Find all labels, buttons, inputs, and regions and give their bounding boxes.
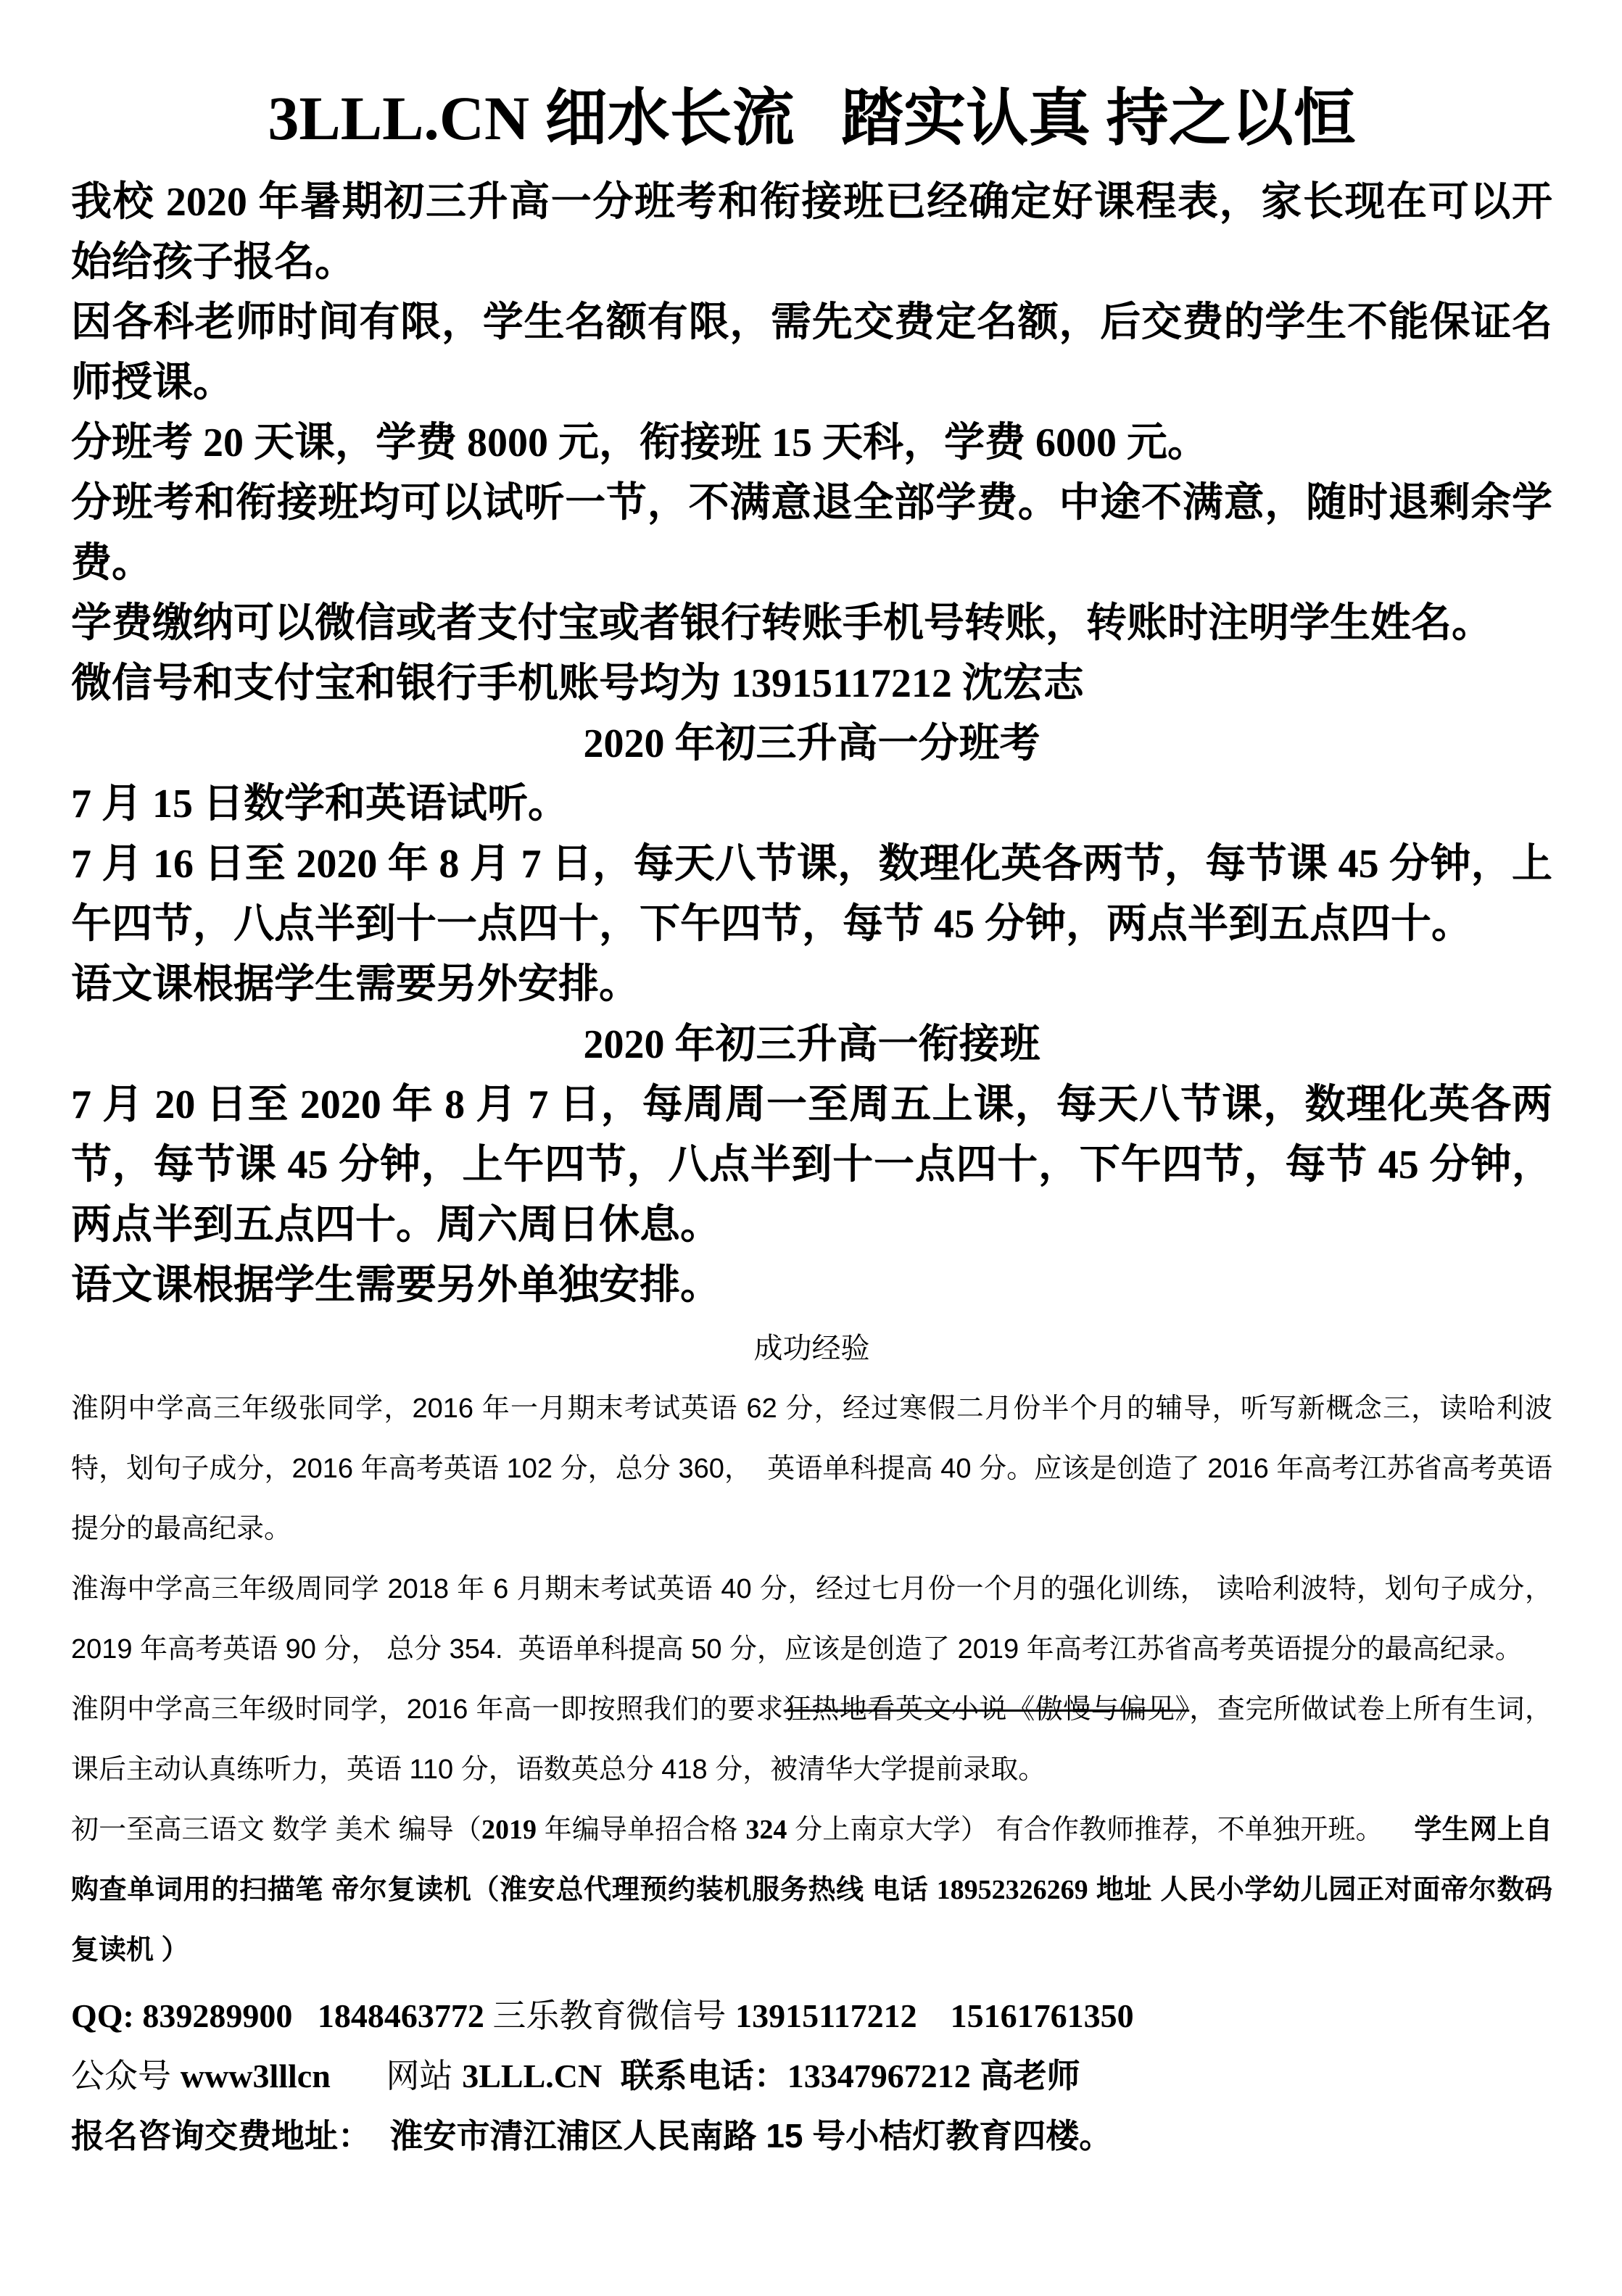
placement-paragraph-3-chinese: 语文课根据学生需要另外安排。 (71, 962, 640, 1007)
success-story-3-pre: 淮阴中学高三年级时同学，2016 年高一即按照我们的要求 (71, 1694, 784, 1725)
website-label: 网站 (330, 2057, 463, 2094)
intro-paragraph-6-account: 微信号和支付宝和银行手机账号均为 13915117212 沈宏志 (71, 661, 1084, 706)
website-url: 3LLL.CN (462, 2057, 603, 2094)
courses-mid-text: 年编导单招合格 (537, 1815, 746, 1845)
intro-paragraph-5-payment: 学费缴纳可以微信或者支付宝或者银行转账手机号转账，转账时注明学生姓名。 (71, 601, 1492, 646)
section-heading-placement-exam: 2020 年初三升高一分班考 (583, 721, 1040, 766)
teacher-gao-name: 高老师 (970, 2057, 1080, 2094)
intro-paragraph-4-refund: 分班考和衔接班均可以试听一节，不满意退全部学费。中途不满意，随时退剩余学费。 (71, 481, 1552, 586)
official-account-id: www3lllcn (180, 2057, 331, 2094)
wechat-phone-numbers: 13915117212 15161761350 (735, 1997, 1134, 2034)
success-story-3-post: ，查完所做试卷上所有生词，课后主动认真练听力，英语 110 分，语数英总分 418 分，被清华大学提前录取。 (71, 1694, 1552, 1785)
other-courses-paragraph (71, 1800, 1552, 1981)
dealer-hotline-number: 18952326269 (936, 1875, 1088, 1905)
dealer-address-bold-text: 地址 人民小学幼儿园正对面帝尔数码复读机 ） (71, 1875, 1552, 1965)
official-account-label: 公众号 (71, 2057, 181, 2094)
contact-section (71, 1986, 1552, 2166)
qq-numbers: QQ: 839289900 1848463772 (71, 1997, 493, 2034)
qq-line (71, 1986, 1552, 2046)
score-324-number: 324 (745, 1815, 787, 1845)
main-body-section (71, 173, 1552, 1316)
contact-phone-number: 13347967212 (787, 2057, 971, 2094)
success-story-3 (71, 1680, 1552, 1800)
section-heading-success: 成功经验 (753, 1333, 870, 1364)
courses-list-text: 初一至高三语文 数学 美术 编导（ (71, 1815, 482, 1845)
section-heading-bridge-class: 2020 年初三升高一衔接班 (583, 1022, 1040, 1067)
bridge-paragraph-1-schedule: 7 月 20 日至 2020 年 8 月 7 日，每周周一至周五上课，每天八节课，数理化英各两节，每节课 45 分钟，上午四节，八点半到十一点四十，下午四节，每节 45 分钟，两点半到五点四十。周六周日休息。 (71, 1082, 1552, 1248)
wechat-label: 三乐教育微信号 (492, 1997, 736, 2034)
courses-end-text: 分上南京大学） 有合作教师推荐，不单独开班。 (787, 1815, 1383, 1845)
year-2019-number: 2019 (481, 1815, 537, 1845)
strikethrough-text: 狂热地看英文小说《傲慢与偏见》 (783, 1694, 1190, 1725)
address-line: 报名咨询交费地址： 淮安市清江浦区人民南路 15 号小桔灯教育四楼。 (71, 2117, 1113, 2155)
placement-paragraph-2-schedule: 7 月 16 日至 2020 年 8 月 7 日，每天八节课，数理化英各两节，每节课 45 分钟，上午四节，八点半到十一点四十，下午四节，每节 45 分钟，两点半到五点四十。 (71, 842, 1552, 947)
success-story-2: 淮海中学高三年级周同学 2018 年 6 月期末考试英语 40 分，经过七月份一个月的强化训练， 读哈利波特，划句子成分，2019 年高考英语 90 分， 总分 354. 英语单科提高 50 分，应该是创造了 2019 年高考江苏省高考英语提分的最高纪录。 (71, 1574, 1552, 1665)
intro-paragraph-1: 我校 2020 年暑期初三升高一分班考和衔接班已经确定好课程表，家长现在可以开始给孩子报名。 (71, 180, 1552, 285)
page-title: 3LLL.CN 细水长流 踏实认真 持之以恒 (268, 83, 1356, 153)
success-stories-section (71, 1319, 1552, 1981)
website-line (71, 2046, 1552, 2106)
success-story-1: 淮阴中学高三年级张同学，2016 年一月期末考试英语 62 分，经过寒假二月份半个月的辅导，听写新概念三，读哈利波特，划句子成分，2016 年高考英语 102 分，总分 360， 英语单科提高 40 分。应该是创造了 2016 年高考江苏省高考英语提分的最高纪录。 (71, 1393, 1552, 1544)
intro-paragraph-3-tuition: 分班考 20 天课，学费 8000 元，衔接班 15 天科，学费 6000 元。 (71, 420, 1208, 465)
placement-paragraph-1: 7 月 15 日数学和英语试听。 (71, 782, 568, 826)
scanner-pen-bold-text: 学生网上自购查单词用的扫描笔 帝尔复读机（淮安总代理预约装机服务热线 电话 (71, 1815, 1552, 1905)
intro-paragraph-2: 因各科老师时间有限，学生名额有限，需先交费定名额，后交费的学生不能保证名师授课。 (71, 300, 1552, 405)
bridge-paragraph-2-chinese: 语文课根据学生需要另外单独安排。 (71, 1263, 721, 1308)
phone-label: 联系电话： (602, 2057, 787, 2094)
